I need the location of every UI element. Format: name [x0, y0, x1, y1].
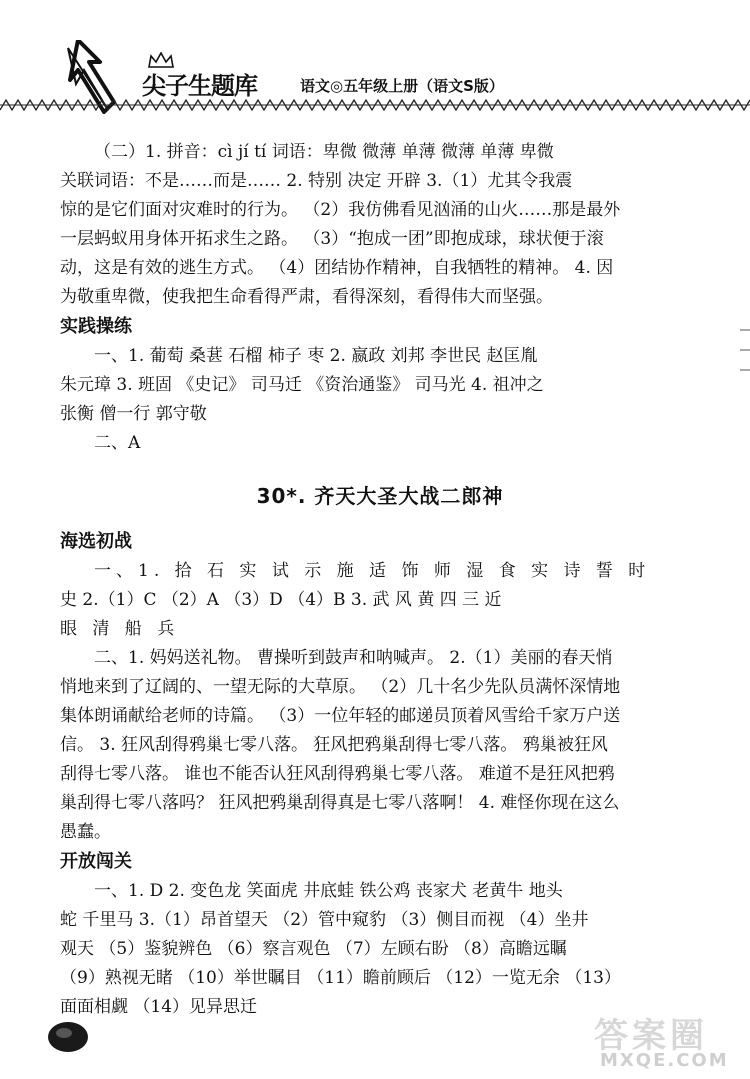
- brand-logo: [142, 62, 282, 100]
- section-heading: 开放闯关: [60, 851, 132, 872]
- text-line: 一层蚂蚁用身体开拓求生之路。 （3）“抱成一团”即抱成球，球状便于滚: [60, 229, 604, 249]
- section-haixuan: [60, 527, 700, 847]
- text-line: （二）1. 拼音：cì jí tí 词语：卑微 微薄 单薄 微薄 单薄 卑微: [94, 142, 554, 162]
- text-line: 蛇 千里马 3.（1）昂首望天 （2）管中窥豹 （3）侧目而视 （4）坐井: [60, 910, 589, 930]
- margin-tick-marks: [738, 320, 750, 380]
- watermark-url: MXQE.COM: [600, 1050, 729, 1071]
- section-heading: 实践操练: [60, 316, 132, 337]
- text-line: 集体朗诵献给老师的诗篇。 （3）一位年轻的邮递员顶着风雪给千家万户送: [60, 706, 621, 726]
- text-line: （9）熟视无睹 （10）举世瞩目 （11）瞻前顾后 （12）一览无余 （13）: [60, 968, 621, 988]
- text-line: 惊的是它们面对灾难时的行为。 （2）我仿佛看见汹涌的山火……那是最外: [60, 200, 621, 220]
- watermark: [594, 1008, 744, 1076]
- watermark-text: 答案圈: [594, 1016, 708, 1056]
- text-line: 面面相觑 （14）见异思迁: [60, 997, 258, 1017]
- text-line: 动，这是有效的逃生方式。 （4）团结协作精神，自我牺牲的精神。 4. 因: [60, 258, 614, 278]
- text-line: 二、1. 妈妈送礼物。 曹操听到鼓声和呐喊声。 2.（1）美丽的春天悄: [94, 648, 613, 668]
- text-line: 张衡 僧一行 郭守敬: [60, 404, 207, 424]
- header-divider: [0, 97, 750, 113]
- page-header: [0, 0, 750, 120]
- subject-label: 语文◎五年级上册（语文S版）: [300, 77, 504, 95]
- text-line: 刮得七零八落。 谁也不能否认狂风刮得鸦巢七零八落。 难道不是狂风把鸦: [60, 764, 615, 784]
- text-line: 观天 （5）鉴貌辨色 （6）察言观色 （7）左顾右盼 （8）高瞻远瞩: [60, 939, 567, 959]
- lesson-title: 30*. 齐天大圣大战二郎神: [256, 484, 504, 508]
- text-line: 巢刮得七零八落吗？ 狂风把鸦巢刮得真是七零八落啊！ 4. 难怪你现在这么: [60, 793, 620, 813]
- text-line: 为敬重卑微，使我把生命看得严肃，看得深刻，看得伟大而坚强。: [60, 287, 553, 307]
- text-line: 悄地来到了辽阔的、一望无际的大草原。 （2）几十名少先队员满怀深情地: [60, 677, 621, 697]
- text-line: 信。 3. 狂风刮得鸦巢七零八落。 狂风把鸦巢刮得七零八落。 鸦巢被狂风: [60, 735, 608, 755]
- text-line: 朱元璋 3. 班固 《史记》 司马迁 《资治通鉴》 司马光 4. 祖冲之: [60, 375, 544, 395]
- text-line: 关联词语：不是……而是…… 2. 特别 决定 开辟 3.（1）尤其令我震: [60, 171, 573, 191]
- text-line: 一、1. D 2. 变色龙 笑面虎 井底蛙 铁公鸡 丧家犬 老黄牛 地头: [94, 881, 563, 901]
- text-line: 二、A: [94, 433, 141, 453]
- answer-content: [60, 138, 700, 1022]
- text-line: 一、1. 拾 石 实 试 示 施 适 饰 师 湿 食 实 诗 誓 时: [94, 561, 651, 581]
- section-kaifang: [60, 847, 700, 1022]
- text-line: 愚蠢。: [60, 822, 111, 842]
- text-line: 史 2.（1）C （2）A （3）D （4）B 3. 武 风 黄 四 三 近: [60, 590, 502, 610]
- section-heading: 海选初战: [60, 531, 132, 552]
- section-practice: [60, 312, 700, 458]
- text-line: 眼 清 船 兵: [60, 619, 180, 639]
- text-line: 一、1. 葡萄 桑葚 石榴 柿子 枣 2. 嬴政 刘邦 李世民 赵匡胤: [94, 346, 538, 366]
- globe-icon: [44, 1013, 90, 1053]
- brand-text: 尖子生题库: [142, 72, 257, 100]
- section-part-two: [60, 138, 700, 312]
